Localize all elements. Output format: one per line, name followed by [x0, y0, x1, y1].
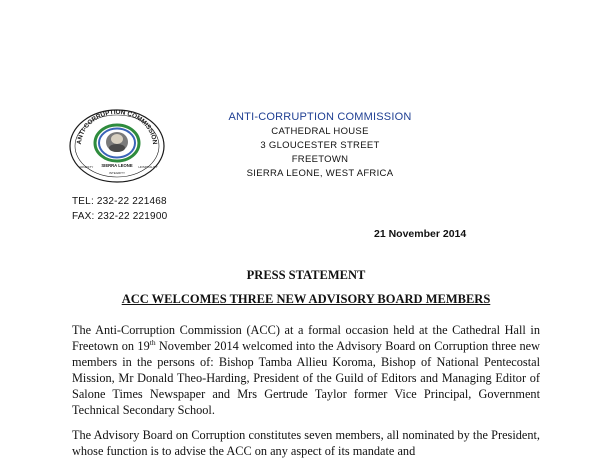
address-line-4: SIERRA LEONE, WEST AFRICA	[246, 168, 394, 179]
address-line-1: CATHEDRAL HOUSE	[271, 126, 369, 137]
paragraph-1-part-a: The Anti-Corruption Commission (ACC) at a formal occasion held at the Cathedral Hall in Freetown on 19	[72, 323, 540, 353]
statement-date: 21 November 2014	[374, 228, 467, 240]
address-line-3: FREETOWN	[291, 154, 349, 165]
fax: FAX: 232-22 221900	[72, 211, 168, 222]
acc-seal-logo	[66, 106, 168, 184]
organization-name: ANTI-CORRUPTION COMMISSION	[228, 111, 412, 123]
seal-motto-left: HONESTY	[78, 165, 94, 169]
seal-motto-mid: INTEGRITY	[108, 171, 126, 175]
paragraph-2: The Advisory Board on Corruption constitutes seven members, all nominated by the President, whose function is to advise the ACC on any aspect of its mandate and	[72, 428, 540, 458]
paragraph-1-part-b: November 2014 welcomed into the Advisory Board on Corruption three new members in the persons of: Bishop Tamba Allieu Koroma, Bishop of National Pentecostal Mission, Mr Donald Theo-Harding, President of the Guild of Editors and Managing Editor of Salone Times Newspaper and Mrs Gertrude Taylor former Vice Principal, Government Technical Secondary School.	[72, 338, 541, 417]
seal-motto-right: HOSPITALITY	[138, 165, 158, 169]
seal-text-top: ANTI-CORRUPTION COMMISSION	[75, 108, 159, 145]
statement-title: ACC WELCOMES THREE NEW ADVISORY BOARD MEMBERS	[121, 292, 491, 306]
telephone: TEL: 232-22 221468	[72, 196, 167, 207]
ordinal-suffix: th	[149, 337, 156, 347]
address-line-2: 3 GLOUCESTER STREET	[260, 140, 380, 151]
statement-heading: PRESS STATEMENT	[246, 268, 366, 282]
seal-text-bottom: SIERRA LEONE	[101, 163, 133, 168]
address-block	[222, 125, 418, 181]
paragraph-1	[72, 323, 540, 418]
